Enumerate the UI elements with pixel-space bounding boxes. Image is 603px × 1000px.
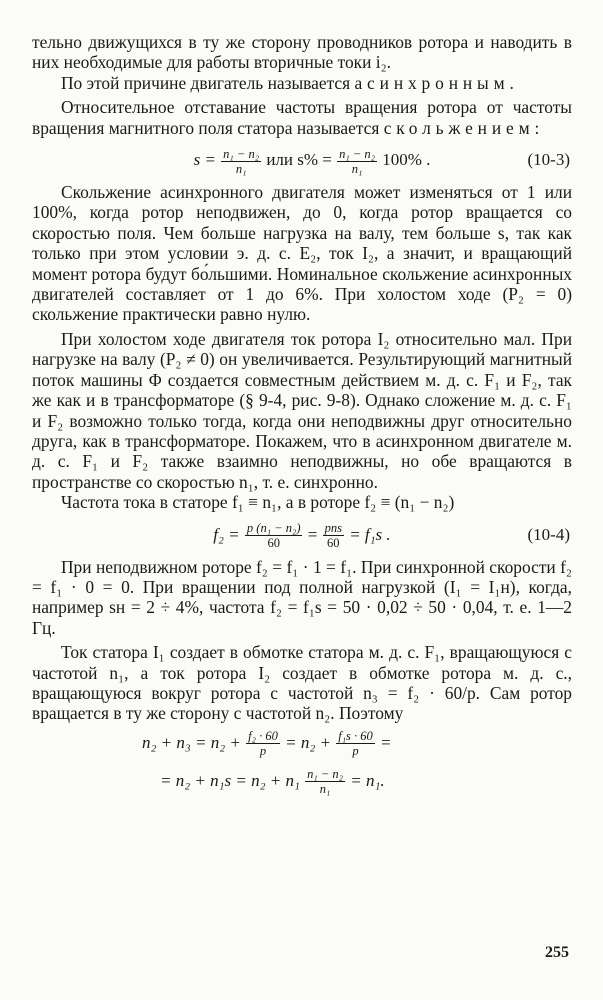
- paragraph-4: Скольжение асинхронного двигателя может изменяться от 1 или 100%, когда ротор неподвижен, до 0, когда ротор вращается со скоростью поля. Чем больше нагрузка на валу, тем больше s, так как только при этом условии э. д. с. E₂, ток I₂, а значит, и вращающий момент ротора будут бо́льшими. Номинальное скольжение асинхронных двигателей составляет от 1 до 6%. При холостом ходе (P₂ = 0) скольжение практически равно нулю.: [32, 182, 572, 325]
- paragraph-3: Относительное отставание частоты вращения ротора от частоты вращения магнитного поля статора называется скольжением:: [32, 97, 572, 138]
- equation-speed-line-1: n₂ + n₃ = n₂ + $\frac{\text{f₂ · 60}}{p}$ = n₂ + $\frac{\text{f₁s · 60}}{p}$ =: [142, 729, 392, 759]
- paragraph-2: По этой причине двигатель называется асинхронным.: [61, 72, 519, 93]
- paragraph-7: При неподвижном роторе f₂ = f₁ · 1 = f₁. При синхронной скорости f₂ = f₁ · 0 = 0. При вращении под полной нагрузкой (I₁ = I₁н), когда, например sн = 2 ÷ 4%, частота f₂ = f₁s = 50 · 0,02 ÷ 50 · 0,04, т. е. 1—2 Гц.: [32, 556, 572, 638]
- paragraph-1: тельно движущихся в ту же сторону проводников ротора и наводить в них необходимые для работы вторичные токи i₂.: [32, 32, 572, 73]
- equation-speed-line-2: = n₂ + n₁s = n₂ + n₁ $\frac{\text{n₁ − n₂}}{\text{n₁}}$ = n₁.: [160, 767, 385, 797]
- equation-10-4: f₂ = $\frac{\text{p (n₁ − n₂)}}{60}$ = $\frac{\text{pns}}{60}$ = f₁s . (10-4): [32, 513, 572, 557]
- paragraph-6: Частота тока в статоре f₁ ≡ n₁, а в роторе f₂ ≡ (n₁ − n₂): [61, 492, 455, 513]
- page-number: 255: [545, 944, 569, 961]
- fraction: $\frac{\text{f₂ · 60}}{p}$: [248, 729, 278, 759]
- fraction: $\frac{\text{n₁ − n₂}}{\text{n₁}}$: [223, 146, 260, 176]
- fraction: $\frac{\text{n₁ − n₂}}{\text{n₁}}$: [307, 767, 344, 797]
- equation-number: (10-4): [527, 524, 570, 544]
- emphasized-term-slip: скольжением:: [383, 117, 545, 138]
- paragraph-8: Ток статора I₁ создает в обмотке статора м. д. с. F₁, вращающуюся с частотой n₁, а ток ротора I₂ создает в обмотке ротора м. д. с., вращающуюся вокруг ротора с частотой n₃ = f₂ · 60/p. Сам ротор вращается в ту же сторону с частотой n₂. Поэтому: [32, 642, 572, 724]
- emphasized-term-asynchronous: асинхронным.: [354, 72, 519, 93]
- fraction: $\frac{\text{p (n₁ − n₂)}}{60}$: [246, 521, 301, 551]
- paragraph-5: При холостом ходе двигателя ток ротора I₂ относительно мал. При нагрузке на валу (P₂ ≠ 0) он увеличивается. Результирующий магнитный поток машины Φ создается совместным действием м. д. с. F₁ и F₂, так же как и в трансформаторе (§ 9-4, рис. 9-8). Однако сложение м. д. с. F₁ и F₂ возможно только тогда, когда они неподвижны друг относительно друга, как в трансформаторе. Покажем, что в асинхронном двигателе м. д. с. F₁ и F₂ также взаимно неподвижны, но обе вращаются в пространстве со скоростью n₁, т. е. синхронно.: [32, 328, 572, 492]
- fraction: $\frac{\text{pns}}{60}$: [324, 521, 342, 551]
- page-body: [32, 32, 572, 800]
- equation-10-3: s = $\frac{\text{n₁ − n₂}}{\text{n₁}}$ или s% = $\frac{\text{n₁ − n₂}}{\text{n₁}}$ 100% . (10-3): [32, 138, 572, 182]
- fraction: $\frac{\text{n₁ − n₂}}{\text{n₁}}$: [339, 146, 375, 176]
- fraction: $\frac{\text{f₁s · 60}}{p}$: [338, 729, 373, 759]
- equation-number: (10-3): [527, 150, 570, 170]
